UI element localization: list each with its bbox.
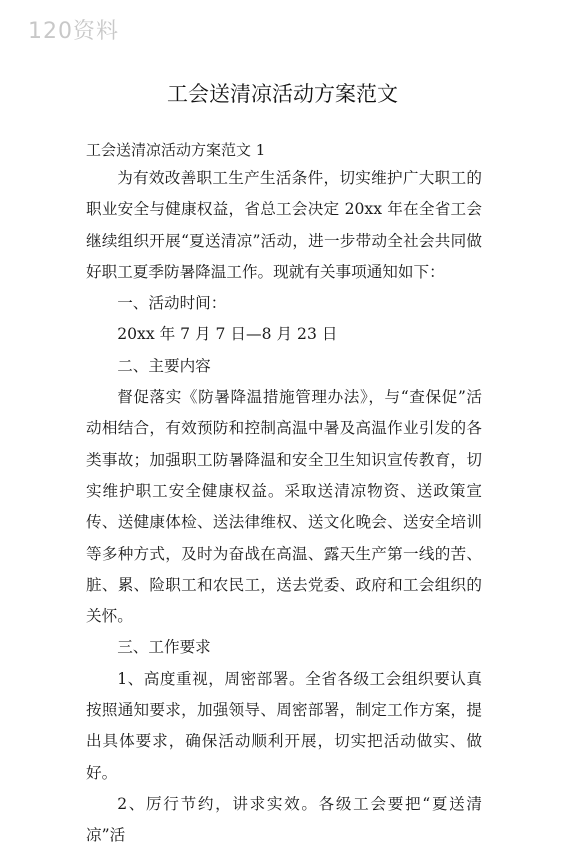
heading-main-content: 二、主要内容 bbox=[117, 356, 211, 375]
heading-activity-time: 一、活动时间： bbox=[117, 294, 227, 313]
document-subtitle: 工会送清凉活动方案范文 1 bbox=[86, 141, 266, 159]
paragraph-intro: 为有效改善职工生产生活条件，切实维护广大职工的职业安全与健康权益，省总工会决定 20xx 年在全省工会继续组织开展“夏送清凉”活动，进一步带动全社会共同做好职工夏季防暑降温工作。现就有关事项通知如下： bbox=[86, 169, 482, 281]
paragraph-requirement-2: 2、厉行节约，讲求实效。各级工会要把“夏送清凉”活 bbox=[86, 794, 482, 845]
document-body bbox=[86, 163, 482, 852]
paragraph-requirement-1: 1、高度重视，周密部署。全省各级工会组织要认真按照通知要求，加强领导、周密部署，制定工作方案，提出具体要求，确保活动顺利开展，切实把活动做实、做好。 bbox=[86, 669, 482, 782]
paragraph-date-range: 20xx 年 7 月 7 日—8 月 23 日 bbox=[117, 325, 338, 344]
heading-work-requirements: 三、工作要求 bbox=[117, 638, 211, 657]
watermark-logo: 120资料 bbox=[28, 19, 119, 44]
document-title: 工会送清凉活动方案范文 bbox=[167, 82, 398, 106]
paragraph-main-content: 督促落实《防暑降温措施管理办法》，与“查保促”活动相结合，有效预防和控制高温中暑及高温作业引发的各类事故；加强职工防暑降温和安全卫生知识宣传教育，切实维护职工安全健康权益。采取送清凉物资、送政策宣传、送健康体检、送法律维权、送文化晚会、送安全培训等多种方式，及时为奋战在高温、露天生产第一线的苦、脏、累、险职工和农民工，送去党委、政府和工会组织的关怀。 bbox=[86, 388, 482, 626]
